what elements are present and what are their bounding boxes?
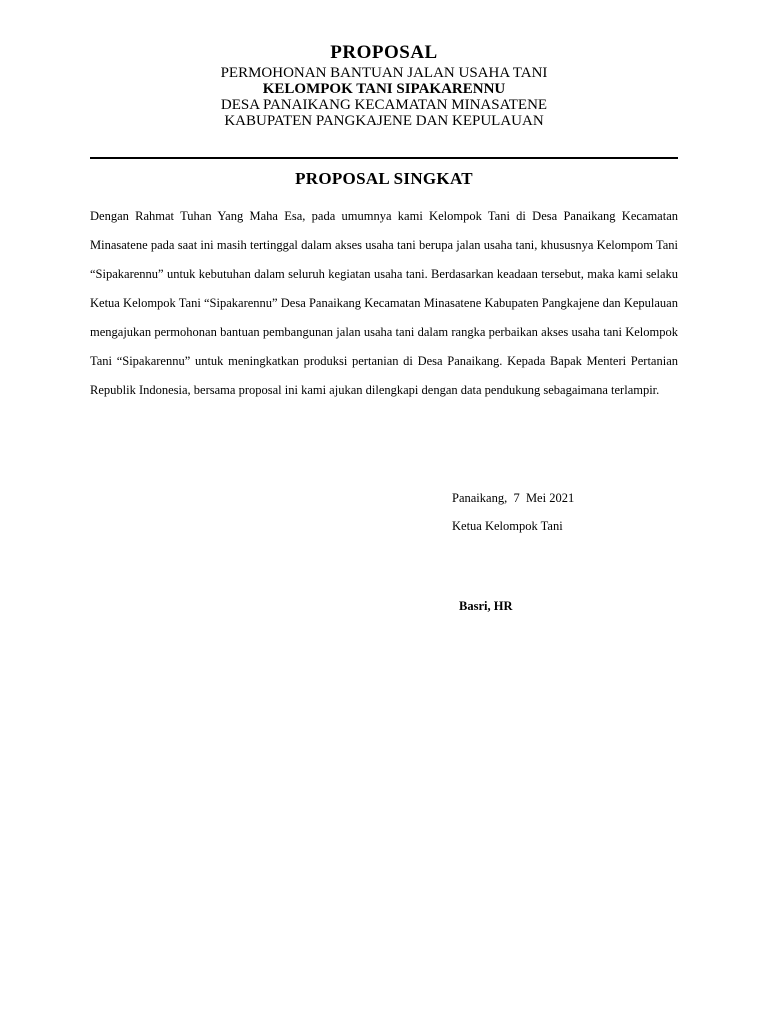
subtitle-village: DESA PANAIKANG KECAMATAN MINASATENE (220, 97, 548, 113)
signer-role: Ketua Kelompok Tani (452, 519, 563, 533)
document-title: PROPOSAL (330, 42, 438, 63)
header-divider (90, 157, 678, 159)
subtitle-group-name: KELOMPOK TANI SIPAKARENNU (262, 81, 506, 97)
signer-name: Basri, HR (459, 599, 513, 613)
body-section (90, 202, 678, 405)
subtitle-regency: KABUPATEN PANGKAJENE DAN KEPULAUAN (224, 113, 544, 129)
signature-block (452, 484, 678, 540)
place-date: Panaikang, 7 Mei 2021 (452, 491, 575, 505)
document-header (90, 40, 678, 129)
section-title: PROPOSAL SINGKAT (295, 169, 473, 188)
body-paragraph: Dengan Rahmat Tuhan Yang Maha Esa, pada umumnya kami Kelompok Tani di Desa Panaikang Kecamatan Minasatene pada saat ini masih tertinggal dalam akses usaha tani berupa jalan usaha tani, khususnya Kelompom Tani “Sipakarennu” untuk kebutuhan dalam seluruh kegiatan usaha tani. Berdasarkan keadaan tersebut, maka kami selaku Ketua Kelompok Tani “Sipakarennu” Desa Panaikang Kecamatan Minasatene Kabupaten Pangkajene dan Kepulauan mengajukan permohonan bantuan pembangunan jalan usaha tani dalam rangka perbaikan akses usaha tani Kelompok Tani “Sipakarennu” untuk meningkatkan produksi pertanian di Desa Panaikang. Kepada Bapak Menteri Pertanian Republik Indonesia, bersama proposal ini kami ajukan dilengkapi dengan data pendukung sebagaimana terlampir. (90, 209, 678, 397)
subtitle-request: PERMOHONAN BANTUAN JALAN USAHA TANI (220, 65, 548, 81)
